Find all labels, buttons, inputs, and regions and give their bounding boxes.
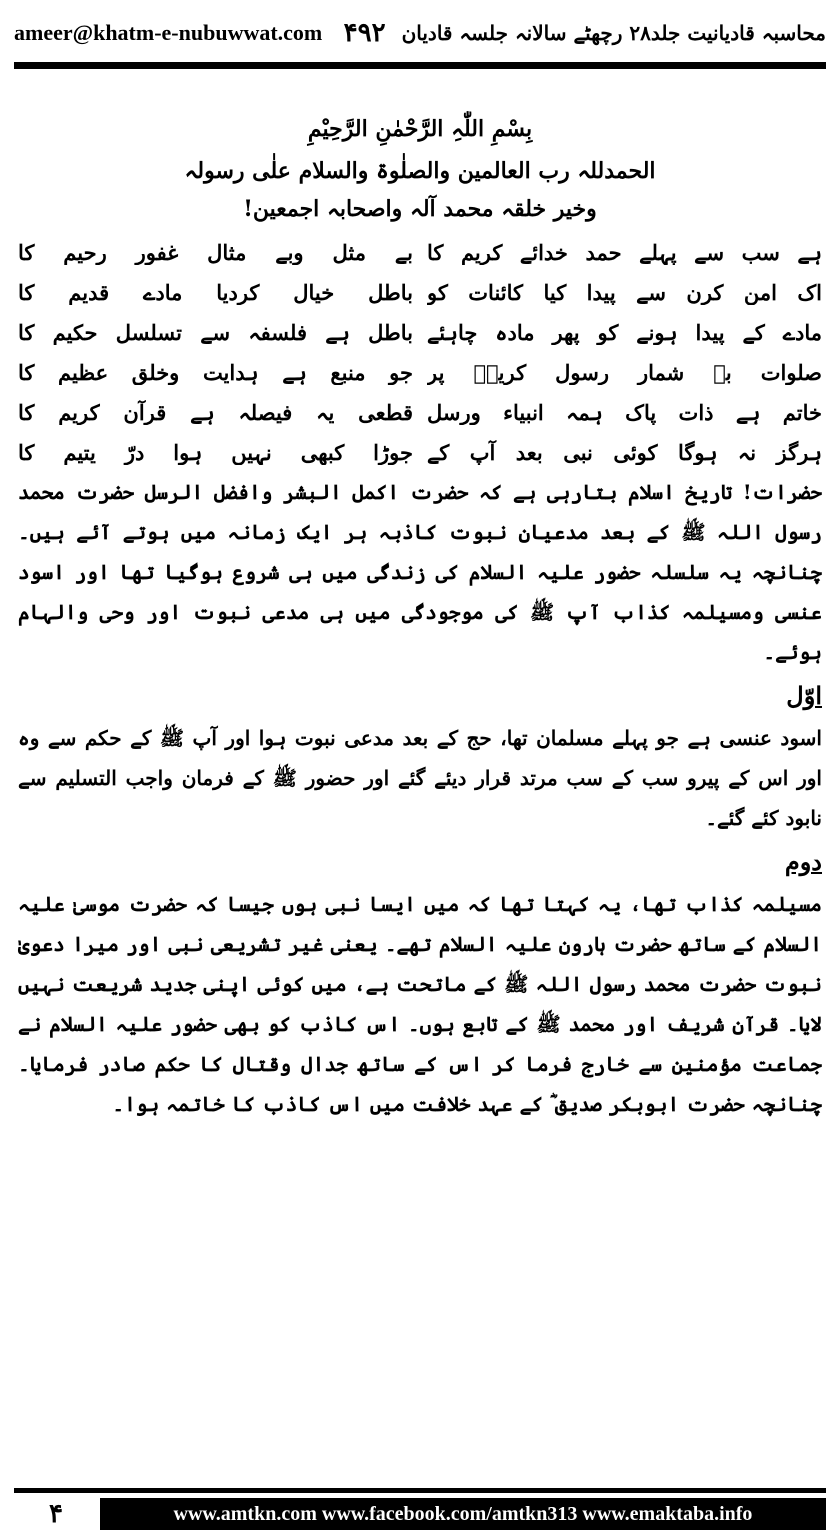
footer-page-number: ۴ <box>14 1495 98 1532</box>
verse <box>18 432 822 472</box>
verse-first-half: مادے کے پیدا ہونے کو پھر مادہ چاہئے <box>427 319 822 345</box>
opening-line-1: الحمدللہ رب العالمین والصلٰوۃ والسلام علٰی رسولہ <box>184 158 656 184</box>
verse-first-half: ہے سب سے پہلے حمد خدائے کریم کا <box>427 239 822 265</box>
footer-rule <box>14 1488 826 1493</box>
header-title-group <box>344 18 826 48</box>
verse-second-half: جوڑا کبھی نہیں ہوا درّ یتیم کا <box>18 439 413 465</box>
verse-second-half: قطعی یہ فیصلہ ہے قرآن کریم کا <box>18 399 413 425</box>
header-running-title: محاسبہ قادیانیت جلد۲۸ رچھٹے سالانہ جلسہ قادیان <box>401 21 826 45</box>
page-footer <box>14 1488 826 1532</box>
verse-second-half: باطل ہے فلسفہ سے تسلسل حکیم کا <box>18 319 413 345</box>
verse-second-half: جو منبع ہے ہدایت وخلق عظیم کا <box>18 359 413 385</box>
verse-second-half: باطل خیال کردیا مادے قدیم کا <box>18 279 413 305</box>
verse-first-half: ہرگز نہ ہوگا کوئی نبی بعد آپ کے <box>427 439 822 465</box>
verse <box>18 232 822 272</box>
verse <box>18 312 822 352</box>
opening-line-2: وخیر خلقہ محمد آلہ واصحابہ اجمعین! <box>243 196 597 222</box>
verse-first-half: اک امن کرن سے پیدا کیا کائنات کو <box>427 279 822 305</box>
section-heading-second: دوم <box>784 847 822 876</box>
verse <box>18 352 822 392</box>
section-second-text: مسیلمہ کذاب تھا، یہ کہتا تھا کہ میں ایسا نبی ہوں جیسا کہ حضرت موسیٰ علیہ السلام کے ساتھ حضرت ہارون علیہ السلام تھے۔ یعنی غیر تشریعی نبی اور میرا دعویٰ نبوت حضرت محمد رسول اللہ ﷺ کے ماتحت ہے، میں کوئی اپنی جدید شریعت نہیں لایا۔ قرآن شریف اور محمد ﷺ کے تابع ہوں۔ اس کاذب کو بھی حضور علیہ السلام نے جماعت مؤمنین سے خارج فرما کر اس کے ساتھ جدال وقتال کا حکم صادر فرمایا۔ چنانچہ حضرت ابوبکر صدیق ؓ کے عہد خلافت میں اس کاذب کا خاتمہ ہوا۔ <box>18 892 823 1116</box>
verse-second-half: بے مثل وبے مثال غفور رحیم کا <box>18 239 413 265</box>
verse <box>18 392 822 432</box>
page-content <box>18 106 822 1124</box>
section-first-text: اسود عنسی ہے جو پہلے مسلمان تھا، حج کے بعد مدعی نبوت ہوا اور آپ ﷺ کے حکم سے وہ اور اس کے پیرو سب کے سب مرتد قرار دیئے گئے اور حضور ﷺ کے فرمان واجب التسلیم سے نابود کئے گئے۔ <box>18 726 822 830</box>
verse-first-half: صلوات بے شمار رسول کریمؐ پر <box>427 359 822 385</box>
poetry-block <box>18 232 822 472</box>
page-header <box>14 8 826 58</box>
verse-first-half: خاتم ہے ذات پاک ہمہ انبیاء ورسل <box>427 399 822 425</box>
header-rule <box>14 62 826 69</box>
header-email: ameer@khatm-e-nubuwwat.com <box>14 20 323 45</box>
header-page-number: ۴۹۲ <box>343 18 386 48</box>
section-heading-first: اوّل <box>786 681 822 710</box>
intro-paragraph: حضرات! تاریخ اسلام بتارہی ہے کہ حضرت اکمل البشر وافضل الرسل حضرت محمد رسول اللہ ﷺ کے بعد مدعیان نبوت کاذبہ ہر ایک زمانہ میں ہوتے آئے ہیں۔ چنانچہ یہ سلسلہ حضور علیہ السلام کی زندگی میں ہی شروع ہوگیا تھا اور اسود عنسی ومسیلمہ کذاب آپ ﷺ کی موجودگی میں ہی مدعی نبوت اور وحی والہام ہوئے۔ <box>18 480 822 664</box>
verse <box>18 272 822 312</box>
bismillah: بِسْمِ اللّٰہِ الرَّحْمٰنِ الرَّحِیْمِ <box>307 116 533 142</box>
footer-links: www.amtkn.com www.facebook.com/amtkn313 www.emaktaba.info <box>100 1498 826 1530</box>
